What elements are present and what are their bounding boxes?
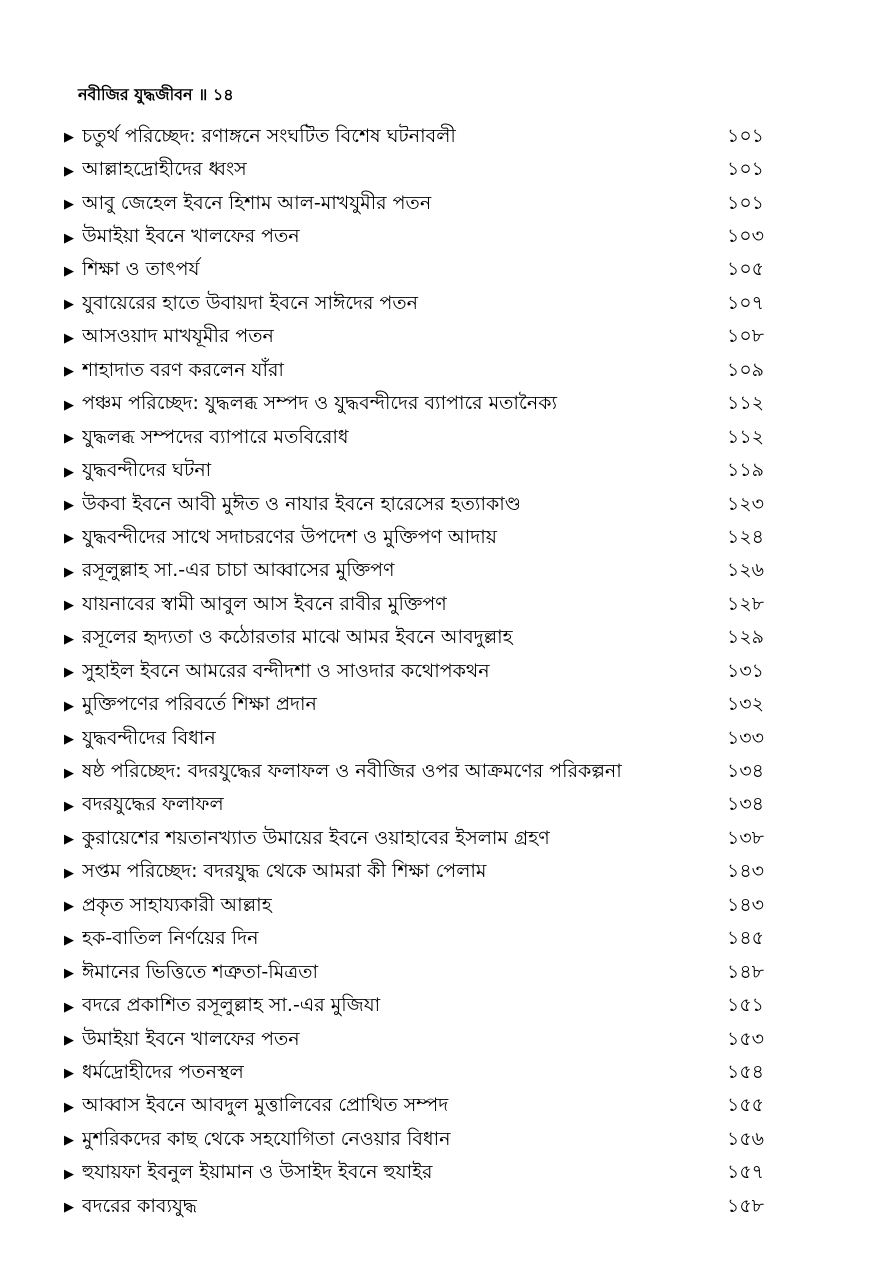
entry-page-number: ১১৯ (727, 459, 764, 482)
toc-entry (64, 924, 764, 957)
book-title: নবীজির যুদ্ধজীবন (78, 85, 193, 104)
entry-page-number: ১২৩ (726, 492, 764, 515)
toc-entry (64, 623, 764, 656)
bullet-arrow-icon: ▶ (64, 531, 74, 547)
entry-title: উকবা ইবনে আবী মুঈত ও নাযার ইবনে হারেসের হত্যাকাণ্ড (82, 492, 521, 515)
bullet-arrow-icon: ▶ (64, 498, 74, 514)
toc-entry (64, 522, 764, 555)
entry-title: পঞ্চম পরিচ্ছেদ: যুদ্ধলব্ধ সম্পদ ও যুদ্ধবন্দীদের ব্যাপারে মতানৈক্য (82, 392, 558, 415)
toc-entry (64, 221, 764, 254)
entry-page-number: ১২৮ (726, 592, 764, 615)
toc-entry (64, 154, 764, 187)
toc-entry (64, 656, 764, 689)
bullet-arrow-icon: ▶ (64, 397, 74, 413)
entry-title: রসূলের হৃদ্যতা ও কঠোরতার মাঝে আমর ইবনে আবদুল্লাহ (82, 626, 513, 649)
entry-page-number: ১০৫ (726, 258, 764, 281)
entry-page-number: ১৪৩ (726, 860, 764, 883)
toc-entry (64, 723, 764, 756)
bullet-arrow-icon: ▶ (64, 364, 74, 380)
toc-entry (64, 1191, 764, 1224)
running-header (78, 82, 234, 109)
entry-page-number: ১৫৩ (726, 1027, 764, 1050)
entry-title: ষষ্ঠ পরিচ্ছেদ: বদরযুদ্ধের ফলাফল ও নবীজির ওপর আক্রমণের পরিকল্পনা (82, 760, 622, 783)
toc-entry (64, 589, 764, 622)
toc-entry (64, 1024, 764, 1057)
bullet-arrow-icon: ▶ (64, 732, 74, 748)
toc-entry (64, 1057, 764, 1090)
entry-title: শিক্ষা ও তাৎপর্য (82, 258, 200, 281)
entry-title: মুক্তিপণের পরিবর্তে শিক্ষা প্রদান (82, 693, 317, 716)
header-page-number: ১৪ (212, 85, 234, 104)
toc-entry (64, 857, 764, 890)
toc-entry (64, 389, 764, 422)
bullet-arrow-icon: ▶ (64, 932, 74, 948)
entry-page-number: ১০১ (726, 124, 764, 147)
entry-page-number: ১৪৮ (727, 960, 764, 983)
entry-page-number: ১৩৩ (726, 726, 764, 749)
entry-title: উমাইয়া ইবনে খালফের পতন (82, 225, 300, 248)
bullet-arrow-icon: ▶ (64, 832, 74, 848)
toc-entry (64, 890, 764, 923)
table-of-contents (64, 121, 764, 1224)
bullet-arrow-icon: ▶ (64, 1066, 74, 1082)
entry-title: ধর্মদ্রোহীদের পতনস্থল (82, 1060, 244, 1083)
bullet-arrow-icon: ▶ (64, 230, 74, 246)
bullet-arrow-icon: ▶ (64, 330, 74, 346)
header-separator: ॥ (198, 85, 208, 104)
toc-entry (64, 422, 764, 455)
toc-entry (64, 957, 764, 990)
entry-title: রসূলুল্লাহ সা.-এর চাচা আব্বাসের মুক্তিপণ (82, 559, 395, 582)
entry-title: যুবায়েরের হাতে উবায়দা ইবনে সাঈদের পতন (82, 291, 419, 314)
bullet-arrow-icon: ▶ (64, 464, 74, 480)
entry-page-number: ১১২ (726, 425, 764, 448)
entry-title: বদরযুদ্ধের ফলাফল (82, 793, 224, 816)
toc-entry (64, 489, 764, 522)
entry-title: হুযায়ফা ইবনুল ইয়ামান ও উসাইদ ইবনে হুযাইর (82, 1161, 433, 1184)
entry-page-number: ১৫৮ (727, 1194, 764, 1217)
bullet-arrow-icon: ▶ (64, 197, 74, 213)
bullet-arrow-icon: ▶ (64, 263, 74, 279)
toc-entry (64, 455, 764, 488)
toc-entry (64, 689, 764, 722)
entry-page-number: ১২৯ (726, 626, 764, 649)
bullet-arrow-icon: ▶ (64, 1133, 74, 1149)
entry-title: আসওয়াদ মাখযূমীর পতন (82, 325, 274, 348)
entry-title: প্রকৃত সাহায্যকারী আল্লাহ (82, 893, 272, 916)
entry-title: সুহাইল ইবনে আমরের বন্দীদশা ও সাওদার কথোপকথন (82, 659, 490, 682)
entry-page-number: ১০১ (726, 158, 764, 181)
entry-page-number: ১৪৩ (726, 893, 764, 916)
entry-page-number: ১৩৮ (726, 826, 764, 849)
bullet-arrow-icon: ▶ (64, 1033, 74, 1049)
entry-page-number: ১০৩ (726, 225, 764, 248)
bullet-arrow-icon: ▶ (64, 1200, 74, 1216)
entry-title: যুদ্ধবন্দীদের বিধান (82, 726, 216, 749)
entry-page-number: ১৩৪ (726, 760, 764, 783)
entry-page-number: ১১২ (726, 392, 764, 415)
entry-title: যুদ্ধবন্দীদের সাথে সদাচরণের উপদেশ ও মুক্তিপণ আদায় (82, 525, 497, 548)
entry-page-number: ১০৯ (726, 358, 764, 381)
entry-page-number: ১০৮ (726, 325, 764, 348)
toc-entry (64, 121, 764, 154)
toc-entry (64, 1158, 764, 1191)
bullet-arrow-icon: ▶ (64, 899, 74, 915)
entry-title: আব্বাস ইবনে আবদুল মুত্তালিবের প্রোথিত সম্পদ (82, 1094, 449, 1117)
entry-page-number: ১৫৭ (726, 1161, 764, 1184)
entry-page-number: ১৫৪ (727, 1060, 764, 1083)
bullet-arrow-icon: ▶ (64, 631, 74, 647)
entry-title: সপ্তম পরিচ্ছেদ: বদরযুদ্ধ থেকে আমরা কী শিক্ষা পেলাম (82, 860, 487, 883)
entry-page-number: ১৫৬ (726, 1127, 764, 1150)
entry-page-number: ১৪৫ (727, 927, 764, 950)
entry-title: হক-বাতিল নির্ণয়ের দিন (82, 927, 259, 950)
toc-entry (64, 255, 764, 288)
bullet-arrow-icon: ▶ (64, 698, 74, 714)
entry-page-number: ১৫১ (727, 994, 764, 1017)
bullet-arrow-icon: ▶ (64, 130, 74, 146)
entry-page-number: ১২৬ (726, 559, 764, 582)
entry-page-number: ১৩২ (726, 693, 764, 716)
toc-entry (64, 188, 764, 221)
entry-title: মুশরিকদের কাছ থেকে সহযোগিতা নেওয়ার বিধান (82, 1127, 451, 1150)
toc-entry (64, 556, 764, 589)
toc-entry (64, 990, 764, 1023)
bullet-arrow-icon: ▶ (64, 163, 74, 179)
entry-title: আল্লাহদ্রোহীদের ধ্বংস (82, 158, 247, 181)
bullet-arrow-icon: ▶ (64, 865, 74, 881)
bullet-arrow-icon: ▶ (64, 297, 74, 313)
bullet-arrow-icon: ▶ (64, 598, 74, 614)
entry-title: কুরায়েশের শয়তানখ্যাত উমায়ের ইবনে ওয়াহাবের ইসলাম গ্রহণ (82, 826, 550, 849)
entry-title: চতুর্থ পরিচ্ছেদ: রণাঙ্গনে সংঘটিত বিশেষ ঘটনাবলী (82, 124, 456, 147)
bullet-arrow-icon: ▶ (64, 798, 74, 814)
bullet-arrow-icon: ▶ (64, 431, 74, 447)
entry-title: শাহাদাত বরণ করলেন যাঁরা (82, 358, 284, 381)
entry-title: ঈমানের ভিত্তিতে শত্রুতা-মিত্রতা (82, 960, 318, 983)
entry-title: আবু জেহেল ইবনে হিশাম আল-মাখযুমীর পতন (82, 191, 432, 214)
bullet-arrow-icon: ▶ (64, 765, 74, 781)
entry-page-number: ১৩১ (726, 659, 764, 682)
toc-entry (64, 355, 764, 388)
bullet-arrow-icon: ▶ (64, 665, 74, 681)
entry-title: যায়নাবের স্বামী আবুল আস ইবনে রাবীর মুক্তিপণ (82, 592, 447, 615)
bullet-arrow-icon: ▶ (64, 999, 74, 1015)
entry-title: বদরে প্রকাশিত রসূলুল্লাহ সা.-এর মুজিযা (82, 994, 381, 1017)
entry-title: উমাইয়া ইবনে খালফের পতন (82, 1027, 300, 1050)
bullet-arrow-icon: ▶ (64, 564, 74, 580)
entry-title: যুদ্ধবন্দীদের ঘটনা (82, 459, 212, 482)
entry-title: যুদ্ধলব্ধ সম্পদের ব্যাপারে মতবিরোধ (82, 425, 349, 448)
toc-entry (64, 1124, 764, 1157)
toc-entry (64, 790, 764, 823)
toc-entry (64, 1091, 764, 1124)
bullet-arrow-icon: ▶ (64, 1166, 74, 1182)
entry-page-number: ১০৭ (726, 291, 764, 314)
toc-entry (64, 756, 764, 789)
entry-page-number: ১২৪ (726, 525, 764, 548)
bullet-arrow-icon: ▶ (64, 1099, 74, 1115)
entry-page-number: ১৫৫ (727, 1094, 764, 1117)
toc-entry (64, 322, 764, 355)
toc-entry (64, 823, 764, 856)
entry-page-number: ১০১ (726, 191, 764, 214)
entry-page-number: ১৩৪ (726, 793, 764, 816)
entry-title: বদরের কাব্যযুদ্ধ (82, 1194, 197, 1217)
bullet-arrow-icon: ▶ (64, 966, 74, 982)
toc-entry (64, 288, 764, 321)
